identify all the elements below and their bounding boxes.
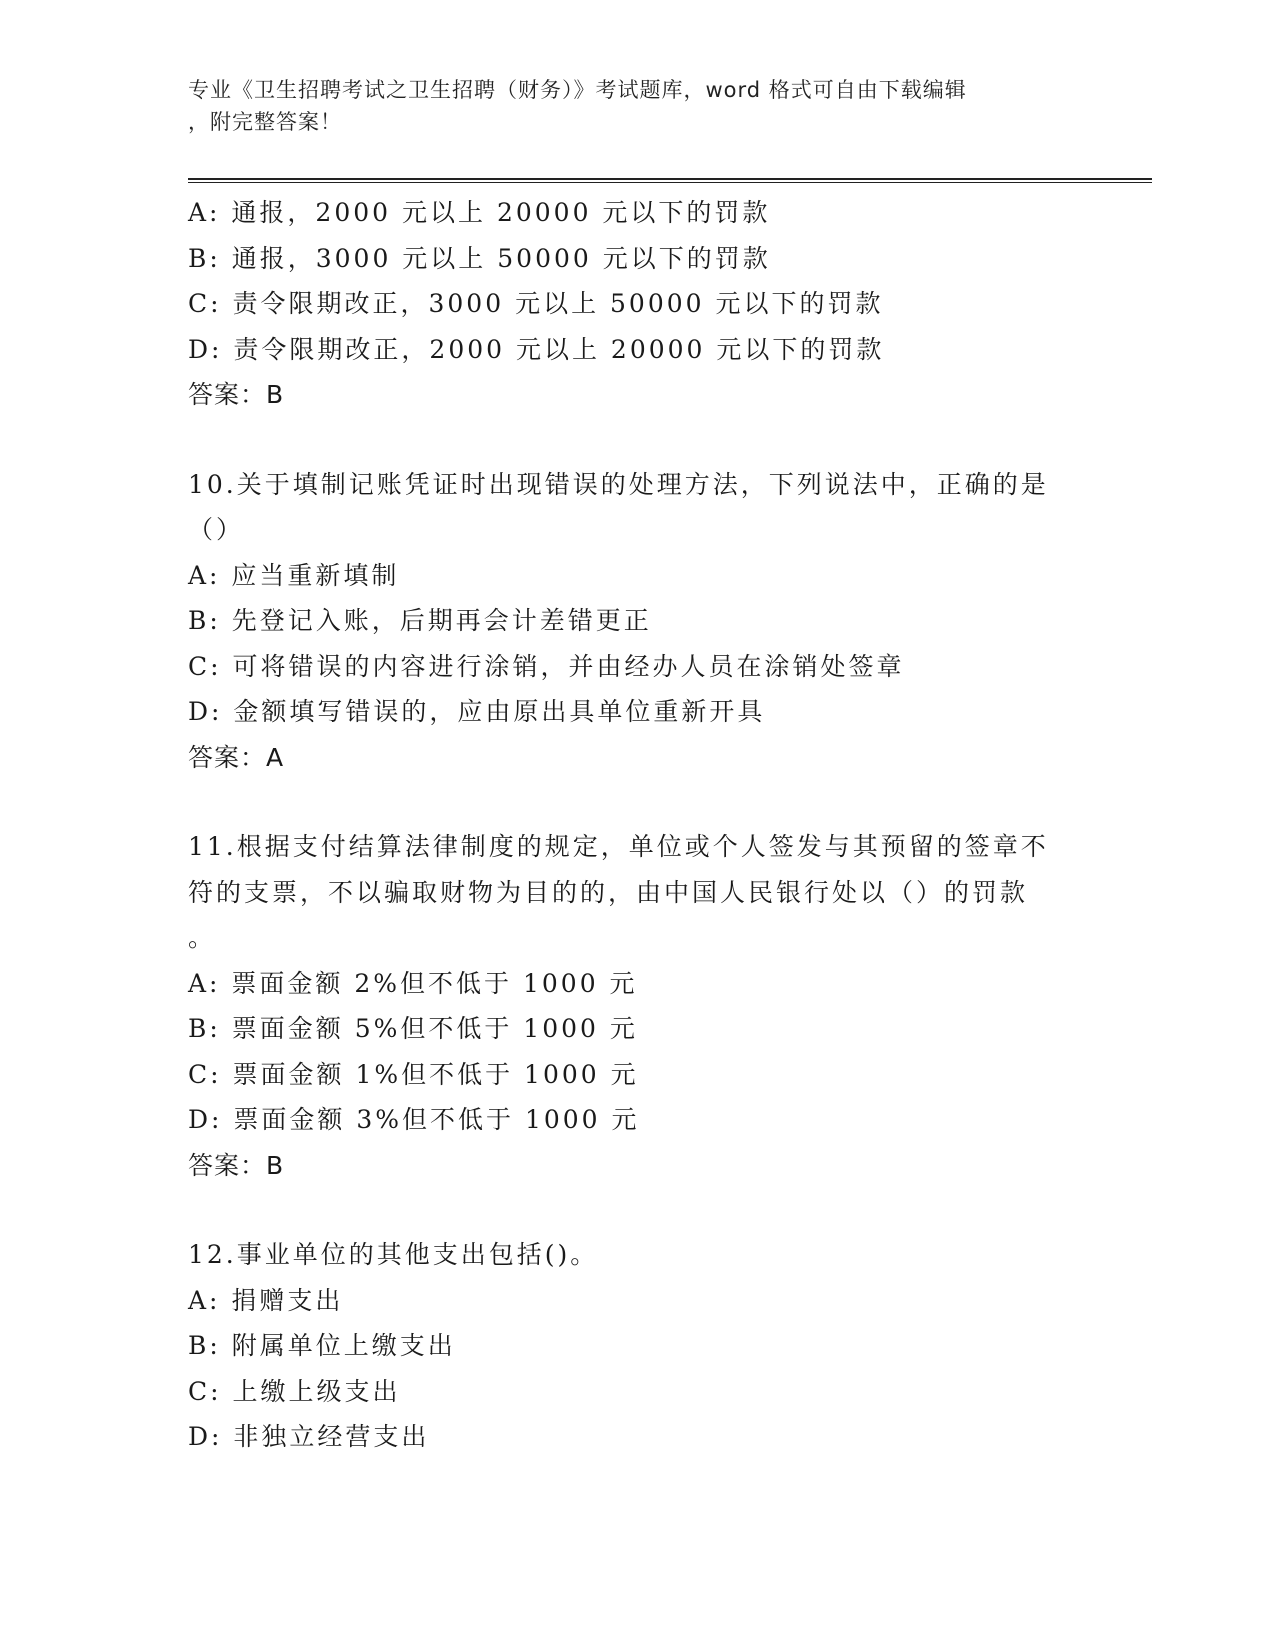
spacer bbox=[188, 418, 1088, 462]
option-c: C: 上缴上级支出 bbox=[188, 1376, 401, 1406]
question-stem-line: 符的支票，不以骗取财物为目的的，由中国人民银行处以（）的罚款 bbox=[188, 877, 1029, 907]
question-stem-line: 。 bbox=[188, 923, 217, 952]
spacer bbox=[188, 780, 1088, 824]
document-header bbox=[188, 74, 1088, 138]
question-9 bbox=[188, 190, 1088, 418]
option-a: A: 通报，2000 元以上 20000 元以下的罚款 bbox=[188, 198, 771, 227]
option-d: D: 责令限期改正，2000 元以上 20000 元以下的罚款 bbox=[188, 334, 885, 364]
header-line-2: ，附完整答案！ bbox=[188, 110, 342, 134]
option-a: A: 票面金额 2%但不低于 1000 元 bbox=[188, 968, 638, 998]
question-10 bbox=[188, 462, 1088, 781]
option-d: D: 非独立经营支出 bbox=[188, 1422, 430, 1451]
option-a: A: 应当重新填制 bbox=[188, 560, 400, 590]
question-stem-line: （） bbox=[188, 515, 245, 544]
question-11 bbox=[188, 824, 1088, 1188]
question-stem-line: 12.事业单位的其他支出包括()。 bbox=[188, 1240, 599, 1269]
option-a: A: 捐赠支出 bbox=[188, 1285, 344, 1315]
option-c: C: 票面金额 1%但不低于 1000 元 bbox=[188, 1059, 639, 1089]
header-line-1: 专业《卫生招聘考试之卫生招聘（财务）》考试题库，word 格式可自由下载编辑 bbox=[188, 78, 967, 102]
question-stem-line: 10.关于填制记账凭证时出现错误的处理方法，下列说法中，正确的是 bbox=[188, 469, 1049, 499]
question-stem-line: 11.根据支付结算法律制度的规定，单位或个人签发与其预留的签章不 bbox=[188, 832, 1049, 861]
option-b: B: 通报，3000 元以上 50000 元以下的罚款 bbox=[188, 243, 771, 273]
question-list bbox=[188, 190, 1088, 1460]
option-d: D: 票面金额 3%但不低于 1000 元 bbox=[188, 1105, 640, 1134]
answer: 答案：A bbox=[188, 742, 285, 772]
option-c: C: 可将错误的内容进行涂销，并由经办人员在涂销处签章 bbox=[188, 651, 905, 681]
header-divider bbox=[188, 178, 1152, 183]
option-c: C: 责令限期改正，3000 元以上 50000 元以下的罚款 bbox=[188, 289, 884, 318]
option-b: B: 票面金额 5%但不低于 1000 元 bbox=[188, 1014, 638, 1043]
option-b: B: 先登记入账，后期再会计差错更正 bbox=[188, 606, 652, 635]
answer: 答案：B bbox=[188, 380, 285, 409]
option-b: B: 附属单位上缴支出 bbox=[188, 1331, 456, 1360]
spacer bbox=[188, 1188, 1088, 1232]
option-d: D: 金额填写错误的，应由原出具单位重新开具 bbox=[188, 697, 766, 726]
question-12 bbox=[188, 1232, 1088, 1460]
answer: 答案：B bbox=[188, 1150, 285, 1180]
